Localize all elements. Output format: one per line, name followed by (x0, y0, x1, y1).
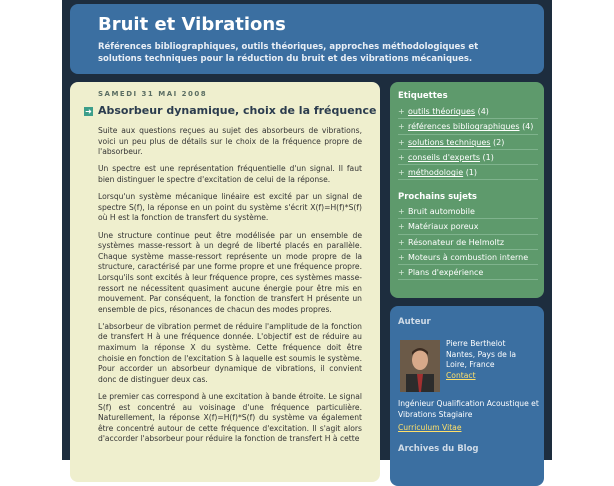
bullet-icon: + (398, 152, 405, 162)
blog-header (70, 4, 544, 74)
post-date: SAMEDI 31 MAI 2008 (98, 90, 208, 98)
upcoming-item (398, 250, 538, 265)
upcoming-item (398, 219, 538, 234)
post-paragraph: Suite aux questions reçues au sujet des absorbeurs de vibrations, voici un peu plus de détails sur le choix de la fréquence propre de l'absorbeur. (98, 126, 362, 157)
upcoming-label: Plans d'expérience (408, 268, 484, 278)
author-contact-link[interactable]: Contact (446, 370, 476, 380)
post-paragraph: Un spectre est une représentation fréquentielle d'un signal. Il faut bien distinguer le spectre d'excitation de celui de la réponse. (98, 164, 362, 184)
label-count: (2) (493, 137, 505, 147)
label-count: (1) (482, 152, 494, 162)
label-item (398, 104, 538, 119)
bullet-icon: + (398, 222, 405, 232)
blog-description: Références bibliographiques, outils théoriques, approches méthodologiques et solutions techniques pour la réduction du bruit et des vibrations mécaniques. (98, 42, 479, 64)
bullet-icon: + (398, 268, 405, 278)
author-cv-link[interactable]: Curriculum Vitae (398, 423, 462, 432)
label-item (398, 150, 538, 165)
label-link[interactable]: solutions techniques (408, 137, 491, 147)
post-title[interactable]: Absorbeur dynamique, choix de la fréquence (98, 104, 377, 117)
post-paragraph: Lorsqu'un système mécanique linéaire est excité par un signal de spectre S(f), la réponse en un point du système s'écrit X(f)=H(f)*S(f) où H est la fonction de transfert du système. (98, 192, 362, 223)
upcoming-item (398, 265, 538, 280)
upcoming-list (398, 204, 538, 280)
post-paragraph: Une structure continue peut être modélisée par un ensemble de systèmes masse-ressort à un degré de liberté placés en parallèle. Chaque système masse-ressort représente un mode propre de la structure, caractérisé par une forme propre et une fréquence propre. Lorsqu'ils sont excités à leur fréquence propre, ces systèmes masse-ressort ne nécessitent quasiment aucune énergie pour être mis en mouvement. Par conséquent, la fonction de transfert H présente un ensemble de pics, résonances de chacun des modes propres. (98, 230, 362, 314)
label-item (398, 135, 538, 150)
upcoming-item (398, 204, 538, 219)
main-content (70, 82, 380, 482)
bullet-icon: + (398, 207, 405, 216)
author-location: Loire, France (446, 360, 495, 370)
author-title: Auteur (398, 317, 431, 327)
upcoming-title: Prochains sujets (398, 192, 477, 202)
post-paragraph: Le premier cas correspond à une excitation à bande étroite. Le signal S(f) est concentré au voisinage d'une fréquence particulière. Naturellement, la réponse X(f)=H(f)*S(f) du système va également être concentré autour de cette fréquence d'excitation. Il s'agit alors d'accorder l'absorbeur pour réduire la fonction de transfert H à cette (98, 392, 362, 444)
post-body (98, 126, 362, 452)
label-link[interactable]: méthodologie (408, 168, 464, 178)
author-photo[interactable] (400, 340, 440, 392)
label-link[interactable]: outils théoriques (408, 107, 476, 116)
sidebar-author-panel (390, 306, 544, 486)
bullet-icon: + (398, 107, 405, 116)
label-count: (1) (465, 168, 478, 178)
label-count: (4) (522, 122, 534, 132)
author-info (446, 339, 542, 381)
blog-title[interactable]: Bruit et Vibrations (98, 14, 286, 35)
author-name: Pierre Berthelot (446, 339, 506, 348)
author-description: Ingénieur Qualification Acoustique et Vibrations Stagiaire (398, 399, 539, 419)
upcoming-label: Résonateur de Helmoltz (408, 237, 505, 247)
post-paragraph: L'absorbeur de vibration permet de réduire l'amplitude de la fonction de transfert H à une fréquence donnée. L'objectif est de réduire au maximum la réponse X du système. Cette fréquence doit être choisie en fonction de l'excitation S à laquelle est soumis le système. Pour accorder un absorbeur dynamique de vibrations, il convient donc de distinguer deux cas. (98, 321, 362, 384)
sidebar-labels-panel (390, 82, 544, 298)
bullet-icon: + (398, 137, 405, 147)
label-link[interactable]: conseils d'experts (408, 152, 480, 162)
post-arrow-icon: ➜ (85, 107, 92, 116)
label-link[interactable]: références bibliographiques (408, 122, 520, 132)
labels-list (398, 104, 538, 180)
upcoming-label: Bruit automobile (408, 207, 475, 216)
labels-title: Etiquettes (398, 91, 448, 101)
label-item (398, 119, 538, 134)
bullet-icon: + (398, 252, 405, 262)
bullet-icon: + (398, 122, 405, 132)
bullet-icon: + (398, 168, 405, 178)
label-item (398, 165, 538, 180)
upcoming-label: Matériaux poreux (408, 222, 479, 232)
archives-title: Archives du Blog (398, 444, 479, 454)
upcoming-label: Moteurs à combustion interne (408, 252, 529, 262)
upcoming-item (398, 235, 538, 250)
author-location: Nantes, Pays de la (446, 349, 517, 359)
bullet-icon: + (398, 237, 405, 247)
label-count: (4) (477, 107, 489, 116)
